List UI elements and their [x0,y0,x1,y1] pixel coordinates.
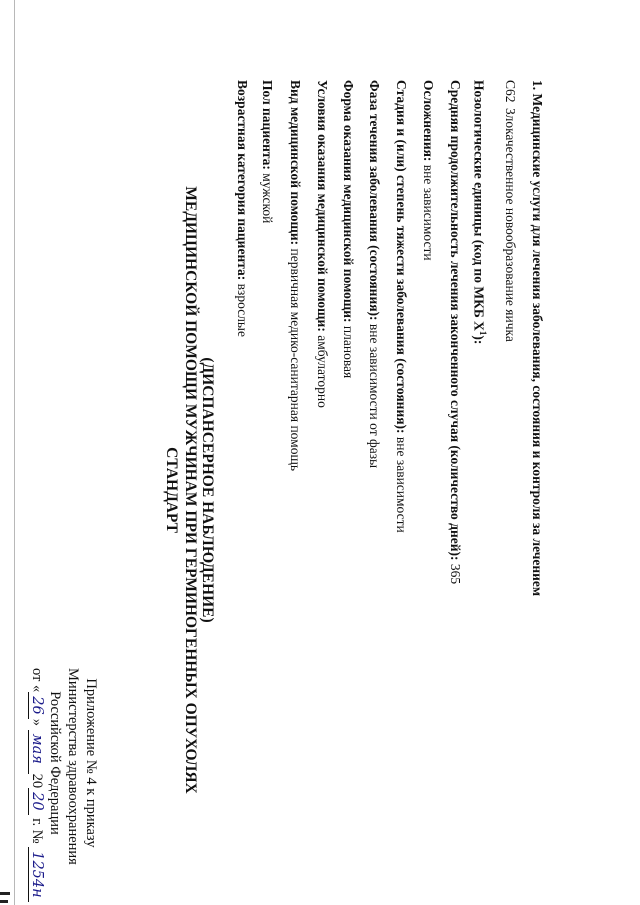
handwritten-month: мая [28,730,44,774]
icd-code: C62 [503,80,518,103]
section-1-heading: 1. Медицинские услуги для лечения заболевания, состояния и контроля за лечением [530,80,545,597]
document-subtitle: (ДИСПАНСЕРНОЕ НАБЛЮДЕНИЕ) [199,357,216,623]
handwritten-order-number: 1254н [28,847,44,901]
document-title: МЕДИЦИНСКОЙ ПОМОЩИ МУЖЧИНАМ ПРИ ГЕРМИНОГЕННЫХ ОПУХОЛЯХ [182,186,199,794]
field-sex: Пол пациента: мужской [260,80,275,224]
nosology-heading: Нозологические единицы (код по МКБ $X^1$): [471,80,488,345]
field-care-type: Вид медицинской помощи: первичная медико-санитарная помощь [288,80,303,472]
field-treatment-duration: Средняя продолжительность лечения законченного случая (количество дней): 365 [448,80,463,585]
field-disease-stage: Стадия и (или) степень тяжести заболевания (состояния): вне зависимости [394,80,409,533]
handwritten-year: 20 [28,788,44,814]
icd-name: Злокачественное новообразование яичка [503,108,518,342]
handwritten-day: 26 [28,692,44,718]
document-title: СТАНДАРТ [163,447,180,533]
field-disease-phase: Фаза течения заболевания (состояния): вне зависимости от фазы [367,80,382,469]
annex-date-line: от «26» мая2020 г. № 1254н [28,668,46,902]
field-care-form: Форма оказания медицинской помощи: плановая [341,80,356,379]
annex-line: Приложение № 4 к приказу [83,678,99,848]
annex-line: Российской Федерации [47,691,63,835]
field-age-category: Возрастная категория пациента: взрослые [235,80,250,337]
field-complications: Осложнения: вне зависимости [421,80,436,261]
nosology-entry [502,80,518,342]
field-care-conditions: Условия оказания медицинской помощи: амбулаторно [315,80,330,408]
annex-line: Министерства здравоохранения [65,668,81,865]
